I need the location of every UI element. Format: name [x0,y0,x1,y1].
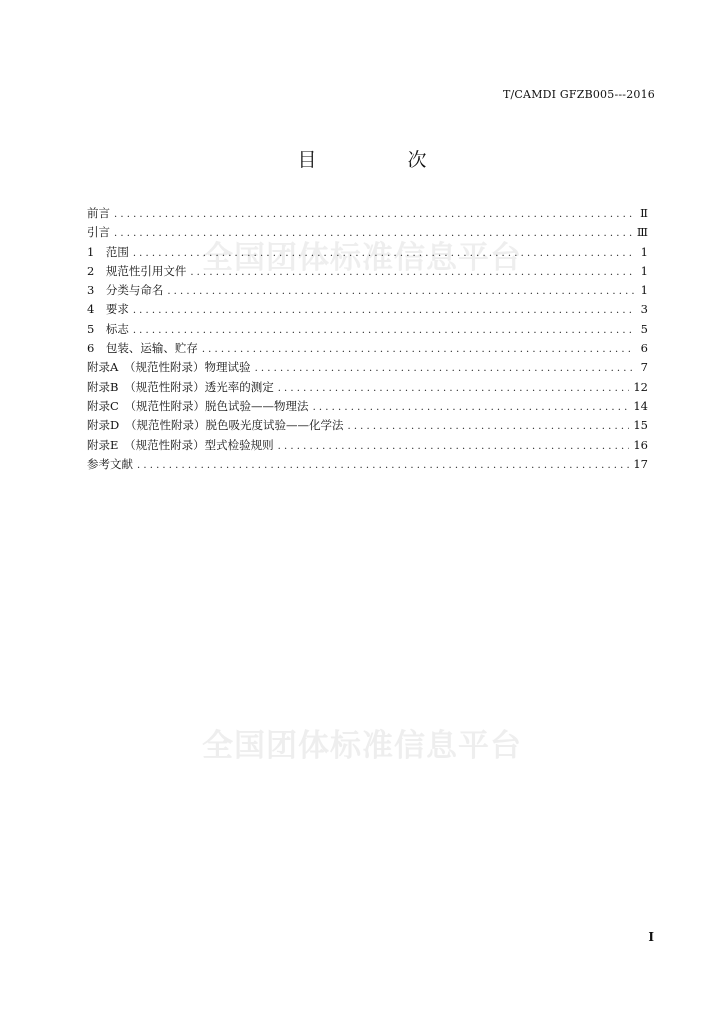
toc-entry-page: 1 [640,244,648,259]
toc-entry-page: 12 [633,379,648,394]
toc-entry-label: 1 范围 [87,244,129,259]
toc-entry[interactable] [87,436,648,455]
toc-entry[interactable] [87,320,648,339]
toc-leader-dots [133,321,634,339]
toc-entry[interactable] [87,204,648,223]
toc-entry[interactable] [87,397,648,416]
toc-entry-label: 附录B （规范性附录）透光率的测定 [87,379,274,394]
toc-entry-label: 附录A （规范性附录）物理试验 [87,360,251,375]
standard-code: T/CAMDI GFZB005---2016 [502,88,655,101]
toc-entry-label: 附录D （规范性附录）脱色吸光度试验——化学法 [87,418,344,433]
toc-leader-dots [278,379,630,397]
toc-entry-page: Ⅱ [640,206,648,220]
toc-entry-page: 7 [640,360,648,375]
watermark: 全国团体标准信息平台 [202,728,522,764]
toc-entry-page: 6 [640,341,648,356]
toc-entry-label: 参考文献 [87,456,133,471]
page-number: I [648,930,654,944]
toc-leader-dots [137,456,629,474]
toc-leader-dots [278,437,630,455]
toc-leader-dots [167,282,634,300]
toc-entry[interactable] [87,300,648,319]
watermark: 全国团体标准信息平台 [202,240,522,276]
toc-leader-dots [347,417,629,435]
toc-entry[interactable] [87,416,648,435]
toc-entry-page: 3 [640,302,648,317]
toc-entry[interactable] [87,223,648,242]
toc-entry-label: 附录C （规范性附录）脱色试验——物理法 [87,398,309,413]
toc-entry-page: 1 [640,283,648,298]
toc-entry-page: 1 [640,263,648,278]
toc-entry-label: 附录E （规范性附录）型式检验规则 [87,437,274,452]
toc-entry[interactable] [87,243,648,262]
toc-leader-dots [190,263,634,281]
toc-leader-dots [202,340,634,358]
toc-entry[interactable] [87,378,648,397]
toc-entry-label: 6 包装、运输、贮存 [87,341,198,356]
toc-entry-page: 16 [633,437,648,452]
toc-entry-label: 3 分类与命名 [87,283,164,298]
toc-entry-page: 5 [640,321,648,336]
toc-entry[interactable] [87,455,648,474]
toc-entry-page: Ⅲ [636,225,648,240]
toc-entry-label: 5 标志 [87,321,129,336]
toc-leader-dots [133,244,634,262]
toc-entry-label: 前言 [87,206,110,220]
toc-leader-dots [255,359,634,377]
toc-leader-dots [133,301,634,319]
toc-entry[interactable] [87,281,648,300]
toc-leader-dots [114,205,634,223]
toc-entry[interactable] [87,262,648,281]
toc-entry[interactable] [87,339,648,358]
toc-entry-page: 17 [633,456,648,471]
toc-entry-page: 14 [633,398,648,413]
toc-entry-label: 引言 [87,225,110,240]
toc-leader-dots [114,224,633,242]
toc-leader-dots [313,398,630,416]
toc-entry-label: 2 规范性引用文件 [87,263,187,278]
toc-entry-label: 4 要求 [87,302,129,317]
toc-entry-page: 15 [633,418,648,433]
toc-entry[interactable] [87,358,648,377]
table-of-contents [87,204,648,474]
page-title: 目 次 [297,149,463,171]
